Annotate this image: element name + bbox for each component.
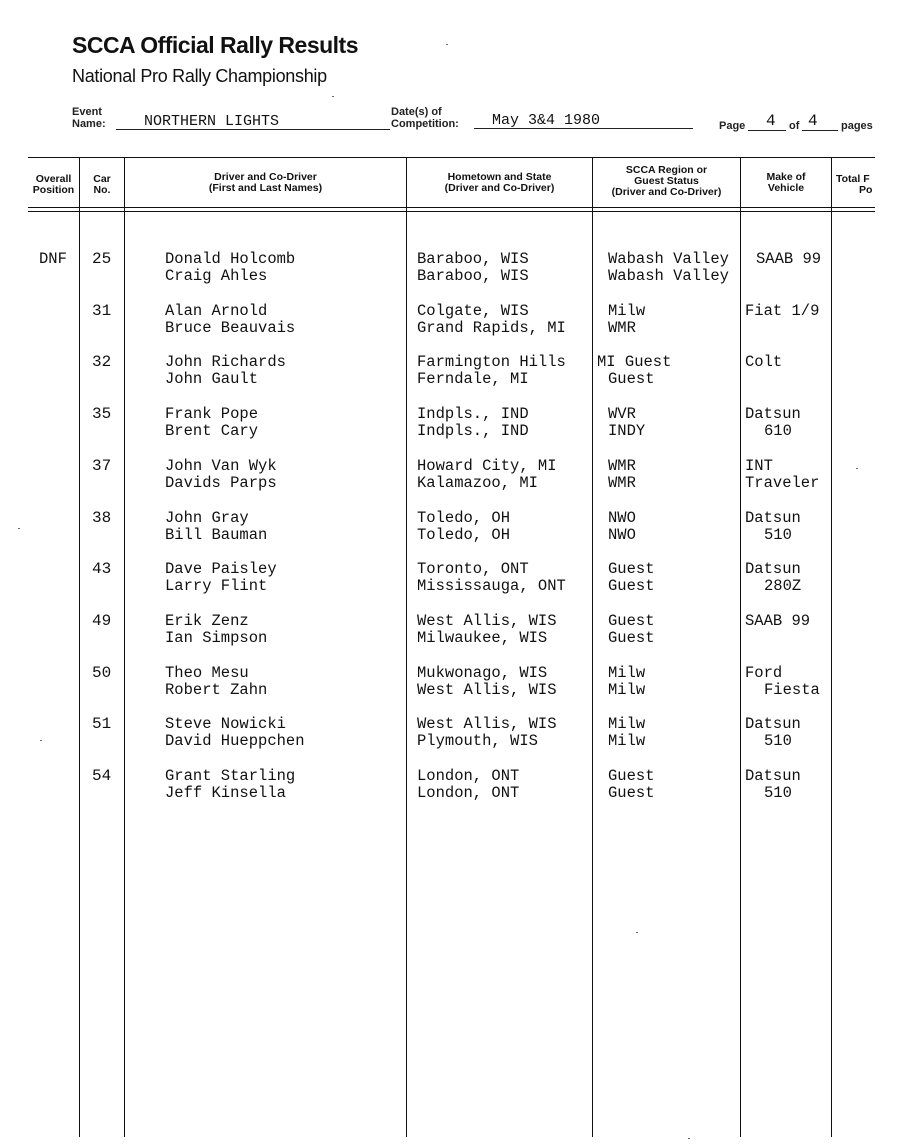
event-name-underline xyxy=(116,129,390,130)
cell-car-number: 49 xyxy=(92,612,112,630)
cell-driver: Alan Arnold xyxy=(165,302,268,320)
paper-speck xyxy=(636,932,638,933)
cell-region-codriver: Milw xyxy=(608,732,646,750)
header-region: SCCA Region or Guest Status (Driver and Co-Driver) xyxy=(611,164,722,198)
paper-speck xyxy=(18,528,20,529)
cell-region-driver: Guest xyxy=(608,612,655,630)
cell-region-codriver: WMR xyxy=(608,474,636,492)
header-make: Make of Vehicle xyxy=(766,171,806,194)
cell-make-line1: Ford xyxy=(745,664,783,682)
cell-make-line1: Datsun xyxy=(745,767,801,785)
event-name-value: NORTHERN LIGHTS xyxy=(144,113,280,130)
cell-hometown-codriver: Mississauga, ONT xyxy=(417,577,566,595)
cell-make-line2: 510 xyxy=(764,526,792,544)
cell-driver: Dave Paisley xyxy=(165,560,277,578)
header-car: Car No. xyxy=(93,173,111,196)
cell-hometown-driver: West Allis, WIS xyxy=(417,715,557,733)
cell-make-line2: 280Z xyxy=(764,577,802,595)
cell-make-line1: Colt xyxy=(745,353,783,371)
cell-region-codriver: INDY xyxy=(608,422,646,440)
cell-region-codriver: NWO xyxy=(608,526,636,544)
cell-car-number: 54 xyxy=(92,767,112,785)
cell-driver: Donald Holcomb xyxy=(165,250,296,268)
cell-region-driver: MI Guest xyxy=(597,353,672,371)
col-divider-hometown xyxy=(592,157,593,1137)
cell-hometown-codriver: Kalamazoo, MI xyxy=(417,474,538,492)
cell-region-driver: Milw xyxy=(608,302,646,320)
cell-region-codriver: Guest xyxy=(608,784,655,802)
header-position: Overall Position xyxy=(32,173,75,196)
cell-region-codriver: Wabash Valley xyxy=(608,267,729,285)
cell-car-number: 37 xyxy=(92,457,112,475)
event-name-label: Event Name: xyxy=(72,106,106,130)
cell-codriver: John Gault xyxy=(165,370,259,388)
cell-car-number: 51 xyxy=(92,715,112,733)
cell-make-line1: SAAB 99 xyxy=(745,612,811,630)
cell-hometown-driver: Baraboo, WIS xyxy=(417,250,529,268)
cell-hometown-driver: Colgate, WIS xyxy=(417,302,529,320)
col-divider-position xyxy=(79,157,80,1137)
cell-car-number: 50 xyxy=(92,664,112,682)
cell-hometown-driver: Howard City, MI xyxy=(417,457,557,475)
cell-region-driver: WVR xyxy=(608,405,636,423)
of-label: of xyxy=(789,120,800,132)
cell-car-number: 38 xyxy=(92,509,112,527)
date-value: May 3&4 1980 xyxy=(492,112,601,129)
cell-region-codriver: WMR xyxy=(608,319,636,337)
cell-codriver: Craig Ahles xyxy=(165,267,268,285)
col-divider-make xyxy=(831,157,832,1137)
cell-region-codriver: Guest xyxy=(608,577,655,595)
cell-make-line2: 610 xyxy=(764,422,792,440)
col-divider-region xyxy=(740,157,741,1137)
cell-region-codriver: Guest xyxy=(608,370,655,388)
date-underline xyxy=(474,128,693,129)
cell-driver: Theo Mesu xyxy=(165,664,249,682)
form-subtitle: National Pro Rally Championship xyxy=(72,66,327,86)
cell-hometown-driver: London, ONT xyxy=(417,767,520,785)
col-divider-driver xyxy=(406,157,407,1137)
table-top-rule xyxy=(28,157,875,158)
cell-hometown-codriver: London, ONT xyxy=(417,784,520,802)
total-pages: 4 xyxy=(808,112,818,130)
header-bottom-rule-1 xyxy=(28,207,875,208)
cell-make-line1: SAAB 99 xyxy=(756,250,822,268)
page-number: 4 xyxy=(766,112,776,130)
cell-codriver: Larry Flint xyxy=(165,577,268,595)
cell-region-codriver: Milw xyxy=(608,681,646,699)
cell-codriver: Robert Zahn xyxy=(165,681,268,699)
cell-hometown-driver: Farmington Hills xyxy=(417,353,566,371)
paper-speck xyxy=(856,468,858,469)
cell-codriver: Bill Bauman xyxy=(165,526,268,544)
cell-hometown-codriver: Baraboo, WIS xyxy=(417,267,529,285)
cell-region-driver: NWO xyxy=(608,509,636,527)
cell-car-number: 43 xyxy=(92,560,112,578)
cell-hometown-driver: Mukwonago, WIS xyxy=(417,664,548,682)
cell-make-line1: Datsun xyxy=(745,715,801,733)
cell-position: DNF xyxy=(39,250,67,268)
cell-car-number: 25 xyxy=(92,250,112,268)
cell-make-line1: Datsun xyxy=(745,560,801,578)
cell-car-number: 35 xyxy=(92,405,112,423)
cell-hometown-codriver: Indpls., IND xyxy=(417,422,529,440)
cell-region-driver: Milw xyxy=(608,664,646,682)
cell-region-driver: WMR xyxy=(608,457,636,475)
col-divider-car xyxy=(124,157,125,1137)
date-label: Date(s) of Competition: xyxy=(391,106,459,130)
cell-hometown-codriver: Milwaukee, WIS xyxy=(417,629,548,647)
cell-make-line1: Fiat 1/9 xyxy=(745,302,820,320)
paper-speck xyxy=(688,1138,690,1139)
cell-codriver: Davids Parps xyxy=(165,474,277,492)
cell-hometown-codriver: Ferndale, MI xyxy=(417,370,529,388)
cell-region-codriver: Guest xyxy=(608,629,655,647)
cell-driver: Frank Pope xyxy=(165,405,259,423)
cell-car-number: 31 xyxy=(92,302,112,320)
cell-driver: John Richards xyxy=(165,353,286,371)
cell-driver: Grant Starling xyxy=(165,767,296,785)
cell-hometown-codriver: West Allis, WIS xyxy=(417,681,557,699)
pages-label: pages xyxy=(841,120,873,132)
cell-codriver: Brent Cary xyxy=(165,422,259,440)
header-total: Total F Po xyxy=(836,173,873,196)
cell-make-line2: 510 xyxy=(764,732,792,750)
cell-region-driver: Guest xyxy=(608,560,655,578)
cell-codriver: Ian Simpson xyxy=(165,629,268,647)
cell-driver: John Gray xyxy=(165,509,249,527)
cell-codriver: Jeff Kinsella xyxy=(165,784,286,802)
cell-hometown-driver: Toledo, OH xyxy=(417,509,511,527)
cell-hometown-driver: Indpls., IND xyxy=(417,405,529,423)
cell-hometown-driver: Toronto, ONT xyxy=(417,560,529,578)
cell-codriver: Bruce Beauvais xyxy=(165,319,296,337)
cell-region-driver: Milw xyxy=(608,715,646,733)
page-label: Page xyxy=(719,120,746,132)
total-pages-underline xyxy=(802,130,838,131)
cell-codriver: David Hueppchen xyxy=(165,732,305,750)
cell-make-line2: 510 xyxy=(764,784,792,802)
cell-hometown-codriver: Grand Rapids, MI xyxy=(417,319,566,337)
cell-make-line1: Datsun xyxy=(745,509,801,527)
header-bottom-rule-2 xyxy=(28,211,875,212)
cell-region-driver: Guest xyxy=(608,767,655,785)
cell-make-line1: INT xyxy=(745,457,773,475)
cell-make-line1: Datsun xyxy=(745,405,801,423)
header-driver: Driver and Co-Driver (First and Last Names) xyxy=(208,171,323,194)
paper-speck xyxy=(446,44,448,45)
cell-driver: Steve Nowicki xyxy=(165,715,286,733)
cell-car-number: 32 xyxy=(92,353,112,371)
cell-make-line2: Traveler xyxy=(745,474,820,492)
paper-speck xyxy=(40,740,42,741)
cell-hometown-driver: West Allis, WIS xyxy=(417,612,557,630)
header-hometown: Hometown and State (Driver and Co-Driver) xyxy=(444,171,555,194)
cell-driver: Erik Zenz xyxy=(165,612,249,630)
form-title: SCCA Official Rally Results xyxy=(72,32,359,58)
cell-driver: John Van Wyk xyxy=(165,457,277,475)
cell-region-driver: Wabash Valley xyxy=(608,250,729,268)
paper-speck xyxy=(332,96,334,97)
cell-hometown-codriver: Toledo, OH xyxy=(417,526,511,544)
page-number-underline xyxy=(748,130,786,131)
cell-make-line2: Fiesta xyxy=(764,681,820,699)
cell-hometown-codriver: Plymouth, WIS xyxy=(417,732,538,750)
